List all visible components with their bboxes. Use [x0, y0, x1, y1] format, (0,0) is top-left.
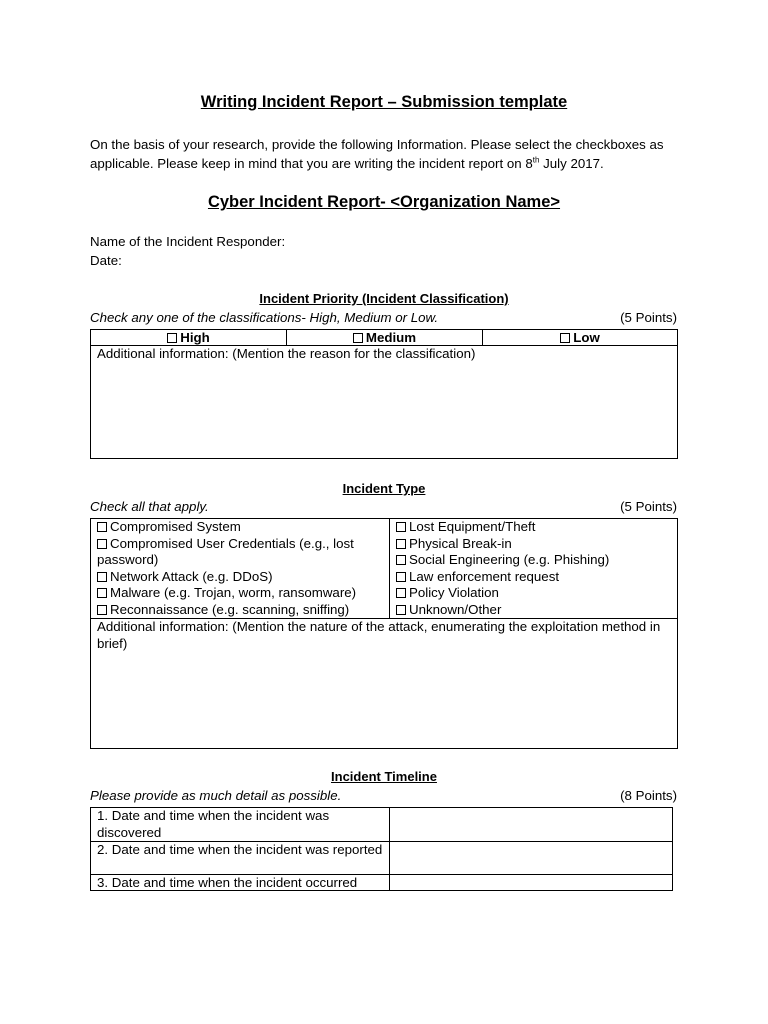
type-option-unknown[interactable] — [396, 602, 671, 619]
type-option-label: Compromised System — [110, 519, 241, 534]
type-option-policy-violation[interactable] — [396, 585, 671, 602]
type-option-lost-equipment[interactable] — [396, 519, 671, 536]
responder-field[interactable]: Name of the Incident Responder: — [90, 234, 286, 249]
type-option-network-attack[interactable] — [97, 569, 383, 586]
timeline-row-value[interactable] — [390, 808, 673, 842]
priority-option-label: Medium — [365, 330, 417, 345]
type-left-column — [91, 519, 390, 619]
timeline-points: (8 Points) — [620, 788, 677, 803]
timeline-instruction: Please provide as much detail as possible. — [90, 788, 342, 803]
type-option-malware[interactable] — [97, 585, 383, 602]
type-option-label: Social Engineering (e.g. Phishing) — [409, 552, 610, 567]
type-option-social-engineering[interactable] — [396, 552, 671, 569]
type-option-compromised-system[interactable] — [97, 519, 383, 536]
priority-additional-info[interactable] — [91, 346, 678, 459]
type-option-reconnaissance[interactable] — [97, 602, 383, 619]
priority-table — [90, 329, 678, 459]
type-option-label: Network Attack (e.g. DDoS) — [110, 568, 273, 584]
timeline-row-label: 3. Date and time when the incident occurred — [91, 875, 390, 891]
checkbox-icon[interactable] — [97, 522, 107, 532]
type-option-physical-break-in[interactable] — [396, 536, 671, 553]
priority-additional-label: Additional information: (Mention the reason for the classification) — [97, 346, 476, 361]
date-field[interactable]: Date: — [90, 253, 122, 268]
checkbox-icon[interactable] — [396, 522, 406, 532]
priority-option-high[interactable] — [91, 330, 287, 346]
checkbox-icon[interactable] — [396, 539, 406, 549]
checkbox-icon[interactable] — [560, 333, 570, 343]
priority-instruction: Check any one of the classifications- High, Medium or Low. — [90, 310, 439, 325]
priority-option-label: Low — [573, 330, 600, 345]
type-heading: Incident Type — [342, 481, 426, 496]
type-option-label: Law enforcement request — [409, 568, 560, 584]
priority-option-medium[interactable] — [287, 330, 483, 346]
checkbox-icon[interactable] — [396, 605, 406, 615]
intro-text: On the basis of your research, provide the following Information. Please select the checkboxes as applicable. Please keep in mind that you are writing the incident report on 8 — [90, 137, 664, 171]
type-option-law-enforcement[interactable] — [396, 569, 671, 586]
timeline-row-label: 1. Date and time when the incident was discovered — [91, 808, 390, 842]
timeline-row-label: 2. Date and time when the incident was reported — [91, 842, 390, 875]
document-title: Writing Incident Report – Submission template — [200, 93, 568, 111]
checkbox-icon[interactable] — [97, 572, 107, 582]
priority-option-label: High — [180, 330, 210, 345]
type-additional-label: Additional information: (Mention the nature of the attack, enumerating the exploitation method in brief) — [97, 619, 661, 651]
type-option-label: Policy Violation — [409, 585, 499, 600]
type-option-label: Unknown/Other — [409, 601, 502, 617]
type-option-label: Compromised User Credentials (e.g., lost password) — [97, 535, 354, 567]
report-title: Cyber Incident Report- <Organization Name> — [207, 193, 561, 211]
type-option-label: Physical Break-in — [409, 535, 512, 551]
type-instruction: Check all that apply. — [90, 499, 209, 514]
checkbox-icon[interactable] — [353, 333, 363, 343]
timeline-row-value[interactable] — [390, 875, 673, 891]
timeline-row-value[interactable] — [390, 842, 673, 875]
type-option-label: Malware (e.g. Trojan, worm, ransomware) — [110, 585, 357, 600]
priority-points: (5 Points) — [620, 310, 677, 325]
priority-heading: Incident Priority (Incident Classification) — [259, 291, 509, 306]
checkbox-icon[interactable] — [97, 588, 107, 598]
type-option-label: Reconnaissance (e.g. scanning, sniffing) — [110, 601, 350, 617]
intro-paragraph — [90, 135, 690, 173]
type-right-column — [390, 519, 678, 619]
checkbox-icon[interactable] — [97, 539, 107, 549]
type-points: (5 Points) — [620, 499, 677, 514]
type-option-label: Lost Equipment/Theft — [409, 519, 536, 534]
checkbox-icon[interactable] — [97, 605, 107, 615]
intro-superscript: th — [532, 155, 540, 165]
checkbox-icon[interactable] — [396, 555, 406, 565]
checkbox-icon[interactable] — [167, 333, 177, 343]
timeline-table — [90, 807, 673, 891]
checkbox-icon[interactable] — [396, 588, 406, 598]
type-additional-info[interactable] — [91, 619, 678, 749]
timeline-heading: Incident Timeline — [331, 769, 437, 784]
priority-option-low[interactable] — [483, 330, 678, 346]
incident-type-table — [90, 518, 678, 749]
intro-text-end: July 2017. — [539, 156, 604, 171]
checkbox-icon[interactable] — [396, 572, 406, 582]
type-option-compromised-credentials[interactable] — [97, 536, 383, 569]
